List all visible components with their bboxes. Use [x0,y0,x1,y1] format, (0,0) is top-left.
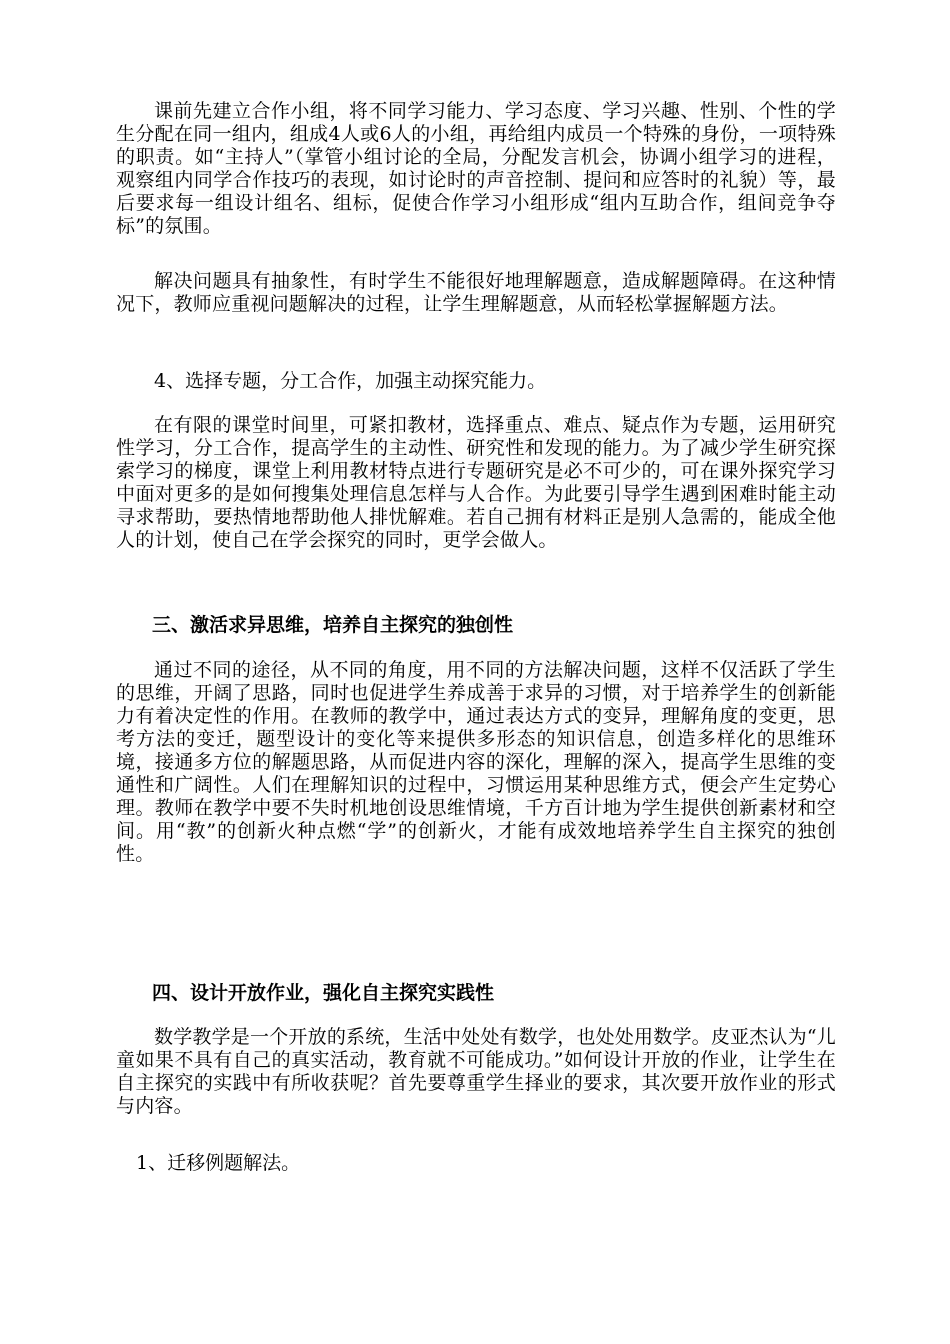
paragraph-open-system: 数学教学是一个开放的系统，生活中处处有数学，也处处用数学。皮亚杰认为“儿童如果不具有自己的真实活动，教育就不可能成功。”如何设计开放的作业，让学生在自主探究的实践中有所收获呢？首先要尊重学生择业的要求，其次要开放作业的形式与内容。 [116,1026,836,1117]
paragraph-cooperative-groups: 课前先建立合作小组，将不同学习能力、学习态度、学习兴趣、性别、个性的学生分配在同一组内，组成4人或6人的小组，再给组内成员一个特殊的身份，一项特殊的职责。如“主持人”（掌管小组讨论的全局，分配发言机会，协调小组学习的进程，观察组内同学合作技巧的表现，如讨论时的声音控制、提问和应答时的礼貌）等，最后要求每一组设计组名、组标，促使合作学习小组形成“组内互助合作，组间竞争夺标”的氛围。 [116,100,836,237]
paragraph-limited-class-time: 在有限的课堂时间里，可紧扣教材，选择重点、难点、疑点作为专题，运用研究性学习，分工合作，提高学生的主动性、研究性和发现的能力。为了减少学生研究探索学习的梯度，课堂上利用教材特点进行专题研究是必不可少的，可在课外探究学习中面对更多的是如何搜集处理信息怎样与人合作。为此要引导学生遇到困难时能主动寻求帮助，要热情地帮助他人排忧解难。若自己拥有材料正是别人急需的，能成全他人的计划，使自己在学会探究的同时，更学会做人。 [116,414,836,551]
section-heading-four: 四、设计开放作业，强化自主探究实践性 [152,982,495,1004]
list-item-topic-selection: 4、选择专题，分工合作，加强主动探究能力。 [154,370,547,392]
paragraph-divergent-thinking: 通过不同的途径，从不同的角度，用不同的方法解决问题，这样不仅活跃了学生的思维，开阔了思路，同时也促进学生养成善于求异的习惯，对于培养学生的创新能力有着决定性的作用。在教师的教学中，通过表达方式的变异，理解角度的变更，思考方法的变迁，题型设计的变化等来提供多形态的知识信息，创造多样化的思维环境，接通多方位的解题思路，从而促进内容的深化，理解的深入，提高学生思维的变通性和广阔性。人们在理解知识的过程中，习惯运用某种思维方式，便会产生定势心理。教师在教学中要不失时机地创设思维情境，千方百计地为学生提供创新素材和空间。用“教”的创新火种点燃“学”的创新火，才能有成效地培养学生自主探究的独创性。 [116,659,836,865]
section-heading-three: 三、激活求异思维，培养自主探究的独创性 [152,614,514,636]
paragraph-problem-abstraction: 解决问题具有抽象性，有时学生不能很好地理解题意，造成解题障碍。在这种情况下，教师应重视问题解决的过程，让学生理解题意，从而轻松掌握解题方法。 [116,270,836,315]
list-item-transfer-solution: 1、迁移例题解法。 [136,1152,301,1174]
